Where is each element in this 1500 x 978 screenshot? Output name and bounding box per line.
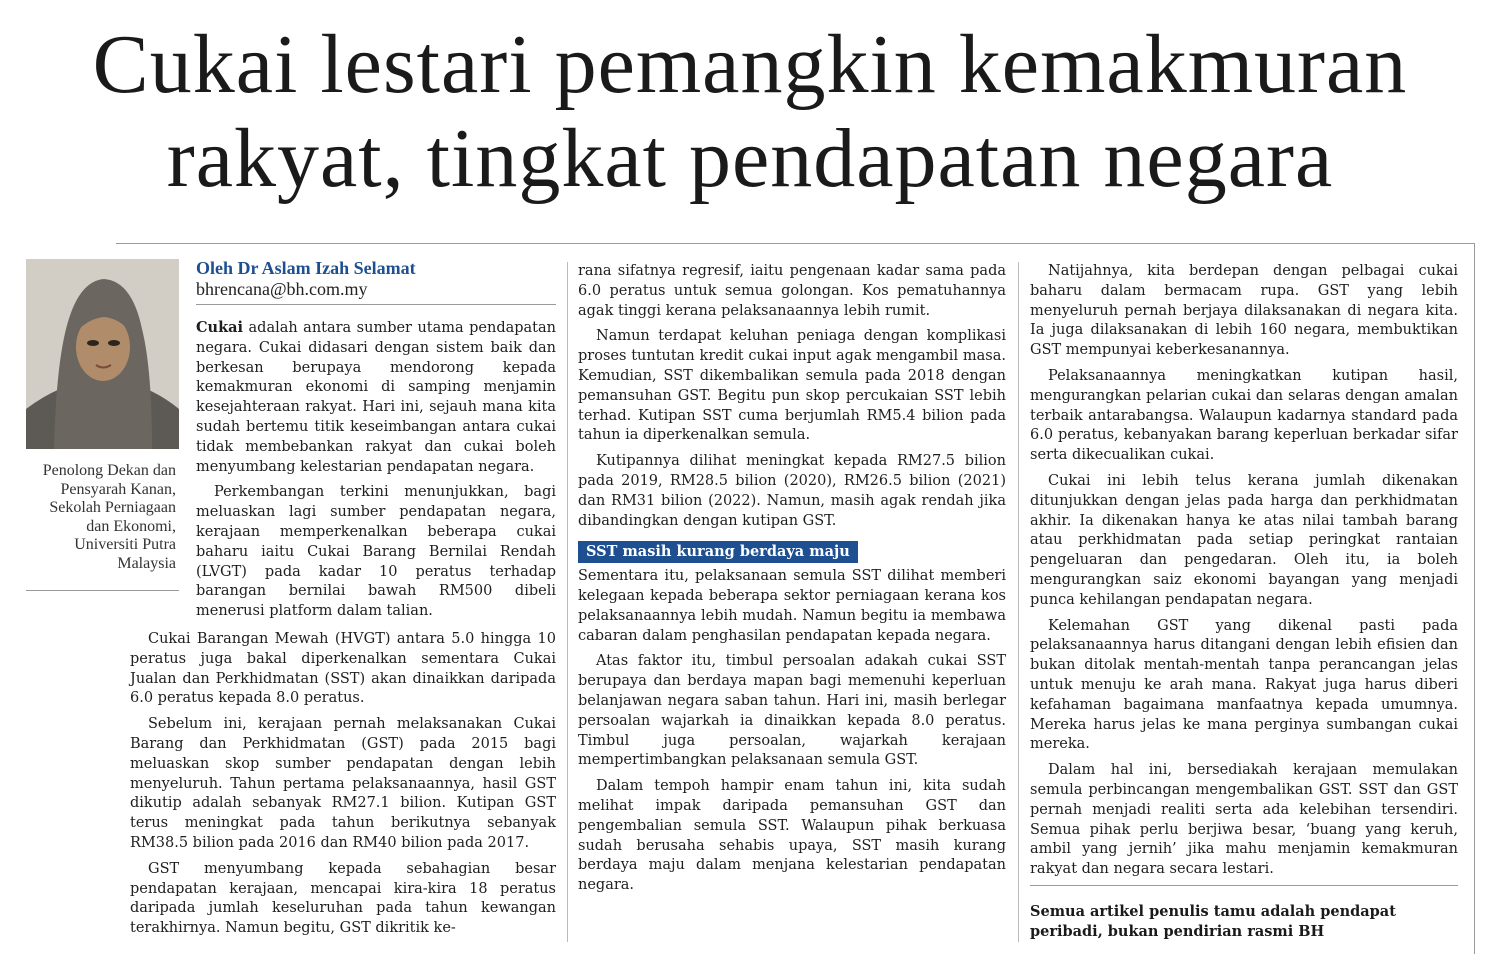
column-3-paragraph-2: Pelaksanaannya meningkatkan kutipan hasil, mengurangkan pelarian cukai dan selaras dengan amalan terbaik antarabangsa. Walaupun kadarnya standard pada 6.0 peratus, kebanyakan barang keperluan berkadar sifar serta dikecualikan cukai. (1030, 367, 1458, 464)
column-3-paragraph-1: Natijahnya, kita berdepan dengan pelbagai cukai baharu dalam bermacam rupa. GST yang lebih menyeluruh pernah berjaya dilaksanakan di negara kita. Ia juga dilaksanakan di lebih 160 negara, membuktikan GST mempunyai keberkesanannya. (1030, 263, 1458, 359)
headline-line-2: rakyat, tingkat pendapatan negara (166, 112, 1334, 205)
column-divider-1 (567, 262, 568, 942)
byline-divider (196, 304, 556, 305)
column-1-paragraph-2: Perkembangan terkini menunjukkan, bagi meluaskan lagi sumber pendapatan negara, kerajaan memperkenalkan beberapa cukai baharu iaitu Cukai Barang Bernilai Rendah (LVGT) pada kadar 10 peratus terhadap barangan bernilai bawah RM500 dibeli menerusi platform dalam talian. (196, 484, 556, 620)
article-column-1-top (196, 318, 556, 628)
article-column-3 (1030, 262, 1458, 886)
column-divider-2 (1018, 262, 1019, 942)
byline-author: Oleh Dr Aslam Izah Selamat (196, 258, 416, 278)
lead-word: Cukai (196, 319, 244, 336)
column-2-paragraph-1: rana sifatnya regresif, iaitu pengenaan kadar sama pada 6.0 peratus untuk semua golongan. Kos pematuhannya agak tinggi kerana pelaksanaannya lebih rumit. (578, 263, 1006, 319)
article-column-2 (578, 262, 1006, 902)
column-2-paragraph-6: Dalam tempoh hampir enam tahun ini, kita sudah melihat impak daripada pemansuhan GST dan pengembalian semula SST. Walaupun pihak berkuasa sudah berusaha sehabis upaya, SST masih kurang berdaya maju dalam menjana kelestarian pendapatan negara. (578, 778, 1006, 894)
author-photo (26, 259, 179, 449)
column-2-paragraph-2: Namun terdapat keluhan peniaga dengan komplikasi proses tuntutan kredit cukai input agak mengambil masa. Kemudian, SST dikembalikan semula pada 2018 dengan pemansuhan GST. Begitu pun skop percukaian SST lebih terhad. Kutipan SST cuma berjumlah RM5.4 bilion pada tahun ia diperkenalkan semula. (578, 328, 1006, 444)
column-3-paragraph-5: Dalam hal ini, bersediakah kerajaan memulakan semula perbincangan mengembalikan GST. SST dan GST pernah menjadi realiti serta ada kelebihan tersendiri. Semua pihak perlu berjiwa besar, ‘buang yang keruh, ambil yang jernih’ jika mahu menjamin kemakmuran rakyat dan negara secara lestari. (1030, 762, 1458, 878)
column-1-paragraph-4: Sebelum ini, kerajaan pernah melaksanakan Cukai Barang dan Perkhidmatan (GST) pada 2015 bagi meluaskan skop sumber pendapatan dengan lebih menyeluruh. Tahun pertama pelaksanaannya, hasil GST dikutip adalah sebanyak RM27.1 bilion. Kutipan GST terus meningkat pada tahun berikutnya sebanyak RM38.5 bilion pada 2016 dan RM40 bilion pada 2017. (130, 716, 556, 851)
headline-line-1: Cukai lestari pemangkin kemakmuran (92, 18, 1408, 111)
author-caption: Penolong Dekan dan Pensyarah Kanan, Sekolah Perniagaan dan Ekonomi, Universiti Putra Malaysia (42, 462, 176, 572)
column-2-paragraph-4: Sementara itu, pelaksanaan semula SST dilihat memberi kelegaan kepada beberapa sektor perniagaan kerana kos pelaksanaannya lebih mudah. Namun begitu ia membawa cabaran dalam penghasilan pendapatan kepada negara. (578, 568, 1006, 644)
column-1-paragraph-1 (196, 318, 556, 477)
article-headline (0, 18, 1500, 206)
author-portrait-image (26, 259, 179, 449)
article-column-1-bottom (130, 630, 556, 945)
byline-email: bhrencana@bh.com.my (196, 279, 368, 299)
section-subheading: SST masih kurang berdaya maju (578, 541, 858, 563)
author-disclaimer: Semua artikel penulis tamu adalah pendapat peribadi, bukan pendirian rasmi BH (1030, 903, 1396, 940)
column-1-paragraph-5: GST menyumbang kepada sebahagian besar pendapatan kerajaan, mencapai kira-kira 18 peratus daripada jumlah keseluruhan pada tahun kewangan terakhirnya. Namun begitu, GST dikritik ke- (130, 860, 556, 937)
column-2-paragraph-3: Kutipannya dilihat meningkat kepada RM27.5 bilion pada 2019, RM28.5 bilion (2020), RM26.5 bilion (2021) dan RM31 bilion (2022). Namun, masih agak rendah jika dibandingkan dengan kutipan GST. (578, 453, 1006, 529)
caption-divider (26, 590, 179, 591)
column-1-paragraph-3: Cukai Barangan Mewah (HVGT) antara 5.0 hingga 10 peratus juga bakal diperkenalkan sementara Cukai Jualan dan Perkhidmatan (SST) akan dinaikkan daripada 6.0 peratus kepada 8.0 peratus. (130, 631, 556, 707)
column-2-paragraph-5: Atas faktor itu, timbul persoalan adakah cukai SST berupaya dan berdaya mapan bagi memenuhi keperluan belanjawan negara saban tahun. Hari ini, masih berlegar persoalan wajarkah ia dinaikkan kepada 8.0 peratus. Timbul juga persoalan, wajarkah kerajaan mempertimbangkan pelaksanaan semula GST. (578, 653, 1006, 769)
disclaimer-divider (1030, 885, 1458, 886)
column-3-paragraph-4: Kelemahan GST yang dikenal pasti pada pelaksanaannya harus ditangani dengan lebih efisien dan bukan ditolak mentah-mentah tanpa perancangan jelas untuk menuju ke arah mana. Rakyat juga harus diberi kefahaman bagaimana manfaatnya kepada umumnya. Mereka harus jelas ke mana perginya sumbangan cukai mereka. (1030, 617, 1458, 753)
column-1-paragraph-1-text: adalah antara sumber utama pendapatan negara. Cukai didasari dengan sistem baik dan berkesan berupaya mendorong kepada kemakmuran ekonomi di samping menjamin kesejahteraan rakyat. Hari ini, sejauh mana kita sudah bertemu titik keseimbangan antara cukai tidak membebankan rakyat dan cukai boleh menyumbang kelestarian pendapatan negara. (196, 320, 556, 475)
column-3-paragraph-3: Cukai ini lebih telus kerana jumlah dikenakan ditunjukkan dengan jelas pada harga dan perkhidmatan akhir. Ia dikenakan hanya ke atas nilai tambah barang atau perkhidmatan pada setiap peringkat rantaian pengeluaran dan pengedaran. Oleh itu, ia boleh mengurangkan saiz ekonomi bayangan yang menjadi punca kehilangan pendapatan negara. (1030, 472, 1458, 608)
